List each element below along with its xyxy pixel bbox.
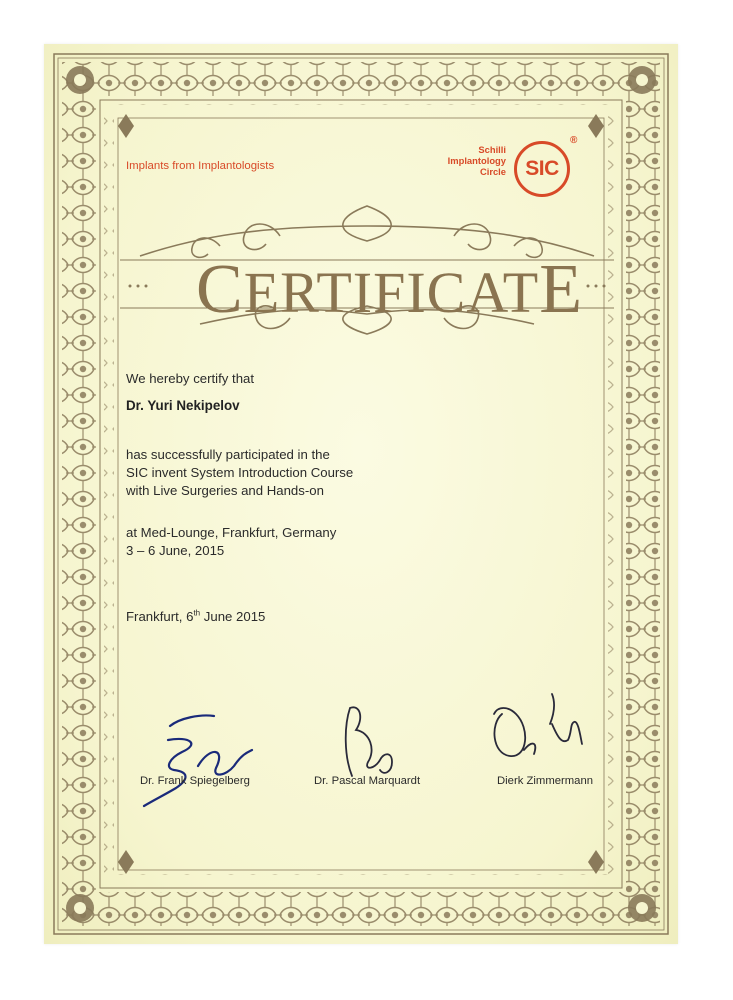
- title-first-letter: C: [196, 251, 244, 328]
- signature-spiegelberg: [130, 706, 270, 816]
- intro-text: We hereby certify that: [126, 371, 255, 386]
- logo-line: Implantology: [447, 155, 506, 166]
- signatory-name-2: Dr. Pascal Marquardt: [314, 775, 421, 787]
- issue-place: Frankfurt, 6: [126, 609, 194, 624]
- signature-marquardt: [330, 696, 420, 786]
- signatory-name-3: Dierk Zimmermann: [497, 775, 594, 787]
- recipient-name: Dr. Yuri Nekipelov: [126, 398, 240, 413]
- date-superscript: th: [193, 608, 201, 618]
- issue-date-rest: June 2015: [200, 609, 266, 624]
- certificate-title: [196, 250, 583, 330]
- issue-date: [126, 608, 265, 625]
- participation-line-1: has successfully participated in the: [126, 447, 330, 462]
- course-dates: 3 – 6 June, 2015: [126, 543, 225, 558]
- title-last-letter: E: [539, 251, 583, 328]
- logo-line: Schilli: [478, 144, 506, 155]
- registered-mark: ®: [570, 135, 578, 146]
- participation-line-3: with Live Surgeries and Hands-on: [126, 483, 324, 498]
- title-middle: ERTIFICAT: [243, 260, 540, 325]
- sic-logo: SIC: [514, 141, 570, 197]
- logo-text: [446, 144, 506, 177]
- signature-zimmermann: [480, 684, 600, 774]
- company-tagline: Implants from Implantologists: [126, 160, 275, 172]
- participation-line-2: SIC invent System Introduction Course: [126, 465, 354, 480]
- logo-line: Circle: [479, 166, 506, 177]
- course-location: at Med-Lounge, Frankfurt, Germany: [126, 525, 337, 540]
- signatory-name-1: Dr. Frank Spiegelberg: [140, 775, 250, 787]
